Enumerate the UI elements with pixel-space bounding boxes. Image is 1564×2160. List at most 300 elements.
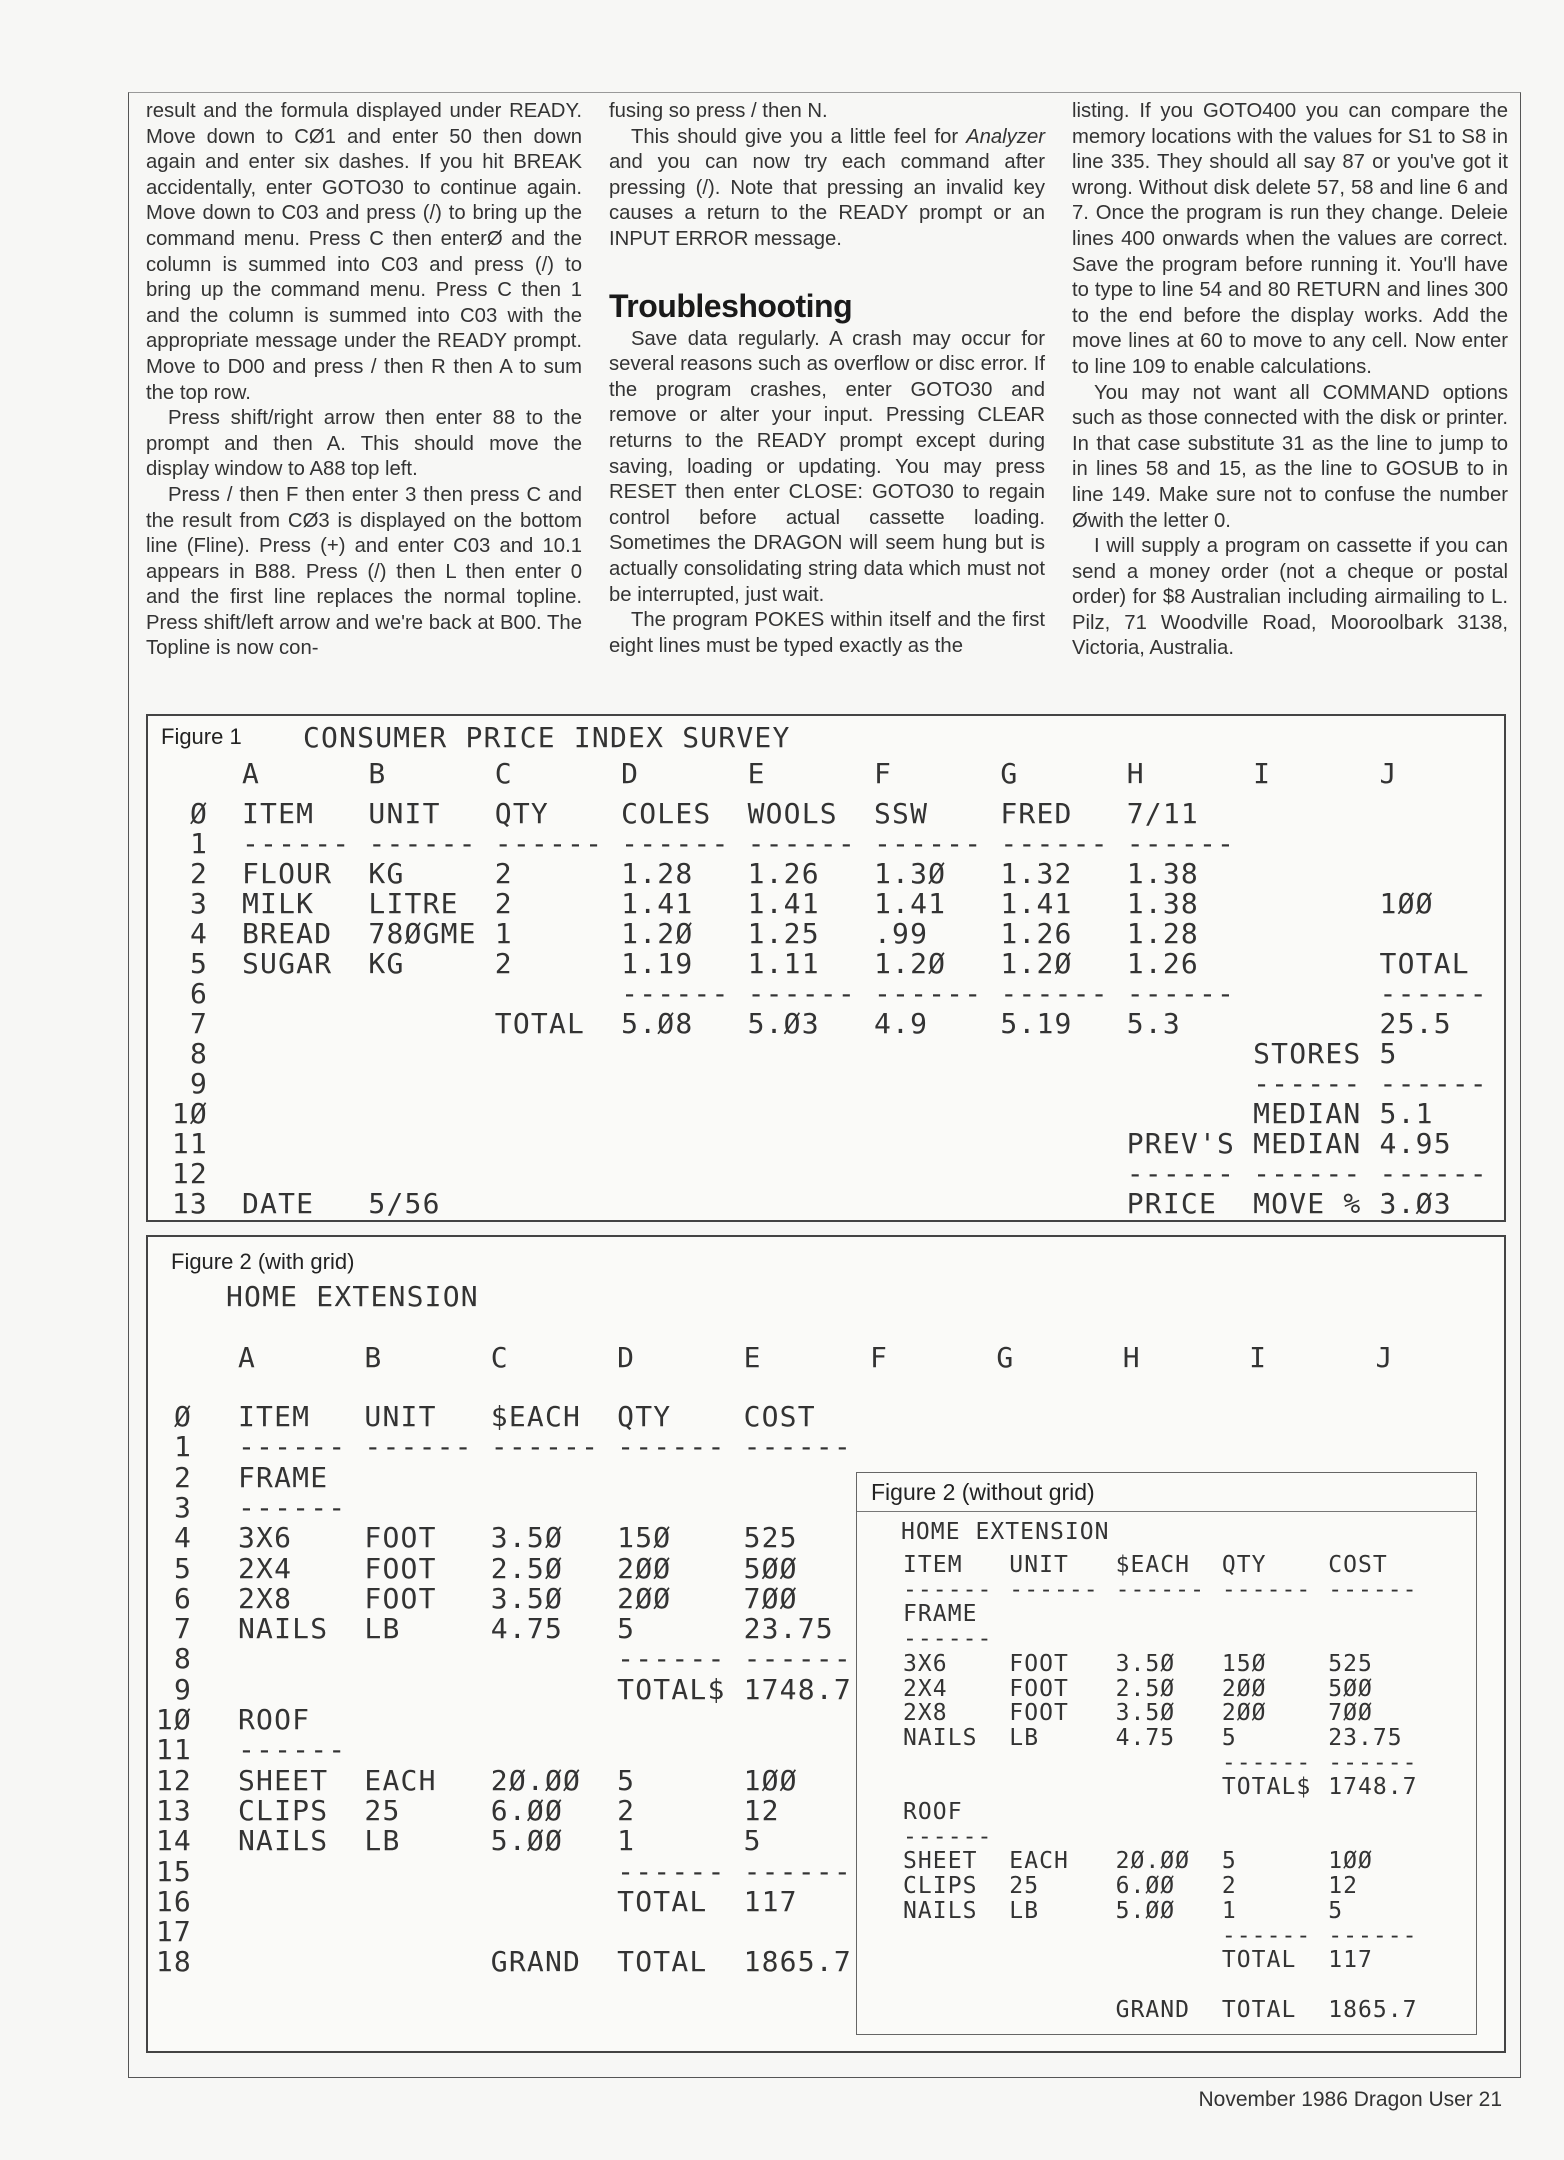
sheet-cell [1000, 1039, 1126, 1069]
row-number: 13 [171, 1187, 208, 1220]
sheet-row [152, 1735, 870, 1765]
inset-line [903, 1677, 1434, 1702]
sheet-row [152, 1432, 870, 1462]
inset-cell [1009, 1602, 1115, 1627]
sheet-cell [748, 1159, 874, 1189]
inset-cell [1009, 1800, 1115, 1825]
sheet-cell [364, 1493, 490, 1523]
inset-cell: 25 [1009, 1873, 1040, 1900]
sheet-cell: ------ [490, 1430, 600, 1464]
sheet-cell: TOTAL [617, 1945, 708, 1979]
inset-cell: LB [1009, 1724, 1040, 1751]
row-number: 1 [173, 1430, 192, 1464]
paragraph: Press shift/right arrow then enter 88 to the prompt and then A. This should move the display window to A88 top left. [146, 407, 582, 481]
inset-line [903, 1751, 1434, 1776]
sheet-cell: ------ [242, 827, 351, 860]
sheet-cell: 1.41 [1000, 887, 1073, 920]
inset-line [903, 1998, 1434, 2023]
inset-cell: FRAME [903, 1601, 978, 1628]
sheet-cell: ------ [238, 1430, 347, 1464]
sheet-cell [368, 1099, 494, 1129]
page-footer: November 1986 Dragon User 21 [1198, 2088, 1502, 2111]
inset-line [903, 1825, 1434, 1850]
inset-cell: 23.75 [1328, 1724, 1403, 1751]
inset-cell [1116, 1800, 1222, 1825]
row-number: 13 [155, 1793, 192, 1827]
inset-cell [1328, 1627, 1434, 1652]
row-number: Ø [173, 1400, 192, 1433]
inset-line [903, 1973, 1434, 1998]
sheet-cell: ------ [617, 1854, 726, 1888]
sheet-cell: ------ [621, 977, 730, 1010]
sheet-cell: ------ [1126, 977, 1236, 1010]
row-number: 3 [173, 1490, 192, 1524]
inset-line [903, 1800, 1434, 1825]
sheet-cell [621, 1069, 747, 1099]
figure-label: Figure 2 (without grid) [871, 1479, 1095, 1505]
row-number: 12 [155, 1763, 192, 1797]
sheet-cell: ------ [743, 1854, 852, 1888]
inset-cell: ------ [1009, 1576, 1099, 1603]
sheet-cell: 5.1 [1379, 1097, 1434, 1130]
sheet-cell: 5.3 [1126, 1007, 1181, 1040]
sheet-cell: 1.28 [621, 857, 694, 890]
sheet-cell: ------ [1000, 827, 1109, 860]
inset-cell [903, 1775, 1009, 1800]
sheet-row [152, 1854, 870, 1888]
sheet-row [152, 1551, 870, 1585]
sheet-cell [491, 1917, 617, 1947]
sheet-cell [621, 1129, 747, 1159]
sheet-cell [1000, 1099, 1126, 1129]
sheet-cell [621, 1039, 747, 1069]
row-number: 4 [173, 1521, 192, 1555]
paragraph [609, 125, 1045, 253]
sheet-cell: LB [364, 1612, 401, 1646]
inset-cell: ------ [1328, 1922, 1418, 1949]
sheet-cell [617, 1705, 743, 1735]
sheet-cell [874, 1159, 1000, 1189]
sheet-cell: 4.95 [1379, 1127, 1452, 1160]
inset-cell [1009, 1627, 1115, 1652]
row-number: 5 [173, 1551, 192, 1585]
sheet-cell: 5 [743, 1824, 762, 1858]
sheet-cell [495, 979, 621, 1009]
sheet-cell: ------ [743, 1430, 852, 1464]
sheet-cell [364, 1735, 490, 1765]
sheet-cell: 1.3Ø [873, 857, 947, 890]
sheet-cell: 2 [617, 1793, 636, 1827]
sheet-cell: 25 [364, 1793, 401, 1827]
inset-cell: 3.5Ø [1115, 1700, 1176, 1727]
sheet-cell: LITRE [368, 887, 459, 920]
column-header-row [238, 1343, 1502, 1373]
inset-cell: 2ØØ [1221, 1700, 1267, 1727]
sheet-cell [1000, 1159, 1126, 1189]
inset-line [903, 1578, 1434, 1603]
inset-cell: ------ [903, 1576, 993, 1603]
column-letter: H [1126, 757, 1145, 790]
inset-line [903, 1948, 1434, 1973]
sheet-cell: MEDIAN [1253, 1127, 1362, 1160]
sheet-row [168, 1069, 1506, 1099]
article-column-1 [146, 99, 582, 662]
row-number: 1Ø [155, 1703, 192, 1736]
sheet-row [168, 799, 1506, 829]
sheet-cell [242, 979, 368, 1009]
row-number: 11 [171, 1127, 208, 1160]
sheet-cell: WOOLS [747, 797, 838, 830]
sheet-cell [744, 1735, 870, 1765]
inset-cell: 2Ø.ØØ [1115, 1848, 1191, 1875]
inset-cell: 7ØØ [1328, 1700, 1373, 1727]
sheet-cell: ROOF [238, 1703, 311, 1736]
sheet-cell: 5 [617, 1763, 636, 1797]
row-number: 8 [173, 1642, 192, 1676]
sheet-cell: 1.38 [1126, 857, 1199, 890]
sheet-cell: ------ [1379, 977, 1488, 1010]
row-number: 16 [155, 1884, 192, 1918]
sheet-cell: 5ØØ [743, 1551, 798, 1585]
column-letter: B [368, 757, 387, 790]
sheet-cell [491, 1857, 617, 1887]
sheet-cell [617, 1735, 743, 1765]
sheet-cell: COST [743, 1400, 816, 1433]
inset-cell: 525 [1328, 1650, 1373, 1677]
sheet-cell: UNIT [368, 797, 441, 830]
inset-cell: 6.ØØ [1115, 1873, 1176, 1900]
inset-cell [1328, 1825, 1434, 1850]
inset-cell [903, 1998, 1009, 2023]
sheet-cell: 1.26 [1126, 947, 1199, 980]
sheet-cell: 5.Ø3 [747, 1007, 820, 1040]
paragraph: I will supply a program on cassette if you can send a money order (not a cheque or postal order) for $8 Australian including airmailing to L. Pilz, 71 Woodville Road, Mooroolbark 3138, Victoria, Australia. [1072, 535, 1508, 660]
article-column-3 [1072, 99, 1508, 662]
sheet-cell: 1.25 [747, 917, 820, 950]
sheet-cell: 15Ø [617, 1521, 672, 1555]
sheet-cell: LB [364, 1824, 401, 1858]
inset-line [903, 1899, 1434, 1924]
sheet-cell [242, 1009, 368, 1039]
row-number: 18 [155, 1945, 192, 1979]
text: This should give you a little feel for [631, 125, 967, 148]
column-letter: C [494, 757, 513, 790]
row-number: 2 [173, 1460, 192, 1494]
sheet-row [168, 1129, 1506, 1159]
sheet-cell: QTY [494, 797, 549, 830]
inset-cell: ------ [1328, 1749, 1418, 1776]
inset-cell [1116, 1602, 1222, 1627]
sheet-cell [364, 1705, 490, 1735]
sheet-cell: 5.19 [1000, 1007, 1073, 1040]
inset-cell: ROOF [903, 1799, 963, 1825]
sheet-cell [238, 1857, 364, 1887]
sheet-cell [238, 1675, 364, 1705]
sheet-cell: DATE [242, 1187, 315, 1220]
row-number: 9 [173, 1672, 192, 1706]
sheet-cell [1380, 829, 1506, 859]
sheet-cell: 1ØØ [1379, 887, 1434, 920]
sheet-cell: PRICE [1126, 1187, 1218, 1220]
sheet-cell: 1.2Ø [621, 917, 694, 950]
figure-label: Figure 2 (with grid) [171, 1249, 355, 1274]
sheet-cell: 3.Ø3 [1379, 1187, 1452, 1220]
sheet-cell [1253, 919, 1379, 949]
column-letter: H [1122, 1341, 1141, 1374]
column-letter: E [743, 1341, 762, 1374]
sheet-cell: ------ [743, 1642, 852, 1676]
inset-cell [1009, 1998, 1115, 2023]
sheet-cell: ------ [238, 1733, 347, 1767]
inset-cell [1116, 1948, 1222, 1973]
column-letter: F [873, 757, 893, 790]
inset-line [903, 1627, 1434, 1652]
sheet-cell: KG [368, 857, 405, 890]
sheet-cell [1253, 1009, 1379, 1039]
sheet-cell [491, 1644, 617, 1674]
sheet-row [152, 1490, 870, 1524]
sheet-cell: 1.38 [1126, 887, 1199, 920]
sheet-cell [744, 1463, 870, 1493]
sheet-cell [368, 979, 494, 1009]
inset-cell: 5 [1221, 1848, 1237, 1875]
sheet-row [168, 889, 1506, 919]
inset-cell: $EACH [1115, 1552, 1191, 1578]
inset-cell [1222, 1627, 1328, 1652]
row-number: 6 [189, 977, 208, 1010]
sheet-row [152, 1581, 870, 1615]
sheet-cell: 6.ØØ [490, 1793, 564, 1827]
sheet-cell [238, 1917, 364, 1947]
sheet-cell: 1.41 [621, 887, 694, 920]
row-number: 17 [155, 1915, 192, 1949]
inset-cell: TOTAL [1221, 1947, 1297, 1974]
inset-cell: 1748.7 [1328, 1774, 1418, 1801]
inset-cell: 5 [1328, 1897, 1344, 1924]
inset-cell [1009, 1924, 1115, 1949]
sheet-cell: 3X6 [238, 1521, 293, 1555]
sheet-cell [1380, 919, 1506, 949]
row-number: 12 [171, 1157, 208, 1190]
sheet-cell [1253, 799, 1379, 829]
inset-cell: ------ [903, 1823, 993, 1850]
sheet-cell [242, 1039, 368, 1069]
sheet-cell: 1.41 [747, 887, 820, 920]
inset-cell: 15Ø [1221, 1650, 1267, 1677]
sheet-cell: 2ØØ [617, 1581, 672, 1615]
sheet-cell: FRED [1000, 797, 1073, 830]
inset-cell [1328, 1602, 1434, 1627]
inset-cell: 2.5Ø [1115, 1675, 1176, 1702]
column-letter: J [1375, 1341, 1394, 1374]
sheet-cell: 1.41 [873, 887, 947, 920]
sheet-cell [238, 1887, 364, 1917]
inset-cell: UNIT [1009, 1552, 1069, 1578]
text: and you can now try each command after pressing (/). Note that pressing an invalid key causes a return to the READY prompt or an INPUT ERROR message. [609, 151, 1045, 250]
sheet-cell: ITEM [242, 797, 315, 830]
sheet-cell [1127, 1039, 1253, 1069]
sheet-cell: 1.11 [747, 947, 820, 980]
sheet-cell [1127, 1099, 1253, 1129]
sheet-cell: 1.2Ø [873, 947, 947, 980]
sheet-cell: 3.5Ø [490, 1521, 564, 1555]
inset-cell: ------ [903, 1626, 993, 1653]
sheet-row [168, 859, 1506, 889]
sheet-cell [495, 1039, 621, 1069]
sheet-cell: 12 [743, 1793, 780, 1827]
sheet-cell [495, 1129, 621, 1159]
inset-cell [1116, 1825, 1222, 1850]
sheet-cell [495, 1189, 621, 1219]
sheet-cell [1253, 949, 1379, 979]
sheet-cell: ------ [1379, 1157, 1488, 1190]
sheet-cell: SUGAR [242, 947, 333, 980]
sheet-row [168, 1189, 1506, 1219]
sheet-cell [744, 1917, 870, 1947]
sheet-cell: QTY [617, 1400, 672, 1433]
paragraph: Save data regularly. A crash may occur for several reasons such as overflow or disc error. If the program crashes, enter GOTO30 and remove or alter your input. Pressing CLEAR returns to the READY prompt except during saving, loading or updating. You may press RESET then enter CLOSE: GOTO30 to regain control before actual cassette loading. Sometimes the DRAGON will seem hung but is actually consolidating string data which must not be interrupted, just wait. [609, 327, 1045, 606]
sheet-cell: PREV'S [1126, 1127, 1236, 1160]
column-letter: I [1253, 757, 1272, 790]
column-letter: B [364, 1341, 383, 1374]
sheet-cell: TOTAL [494, 1007, 586, 1040]
sheet-cell [748, 1039, 874, 1069]
sheet-cell: 525 [743, 1521, 798, 1555]
inset-cell: NAILS [903, 1724, 978, 1751]
sheet-cell [364, 1644, 490, 1674]
sheet-cell: 5 [1379, 1037, 1398, 1070]
sheet-cell [617, 1493, 743, 1523]
sheet-cell: ------ [494, 827, 604, 860]
sheet-row [168, 829, 1506, 859]
sheet-cell: 1748.7 [743, 1672, 852, 1706]
sheet-cell [491, 1675, 617, 1705]
sheet-cell [748, 1069, 874, 1099]
inset-cell [1009, 1825, 1115, 1850]
sheet-row [152, 1826, 870, 1856]
sheet-cell: 2 [494, 887, 513, 920]
sheet-row [152, 1523, 870, 1553]
inset-cell [903, 1948, 1009, 1973]
sheet-cell: .99 [873, 917, 929, 950]
sheet-cell: ------ [747, 827, 856, 860]
sheet-cell: 5.ØØ [490, 1824, 564, 1858]
sheet-cell: 1.32 [1000, 857, 1073, 890]
sheet-cell: ------ [1126, 1157, 1236, 1190]
sheet-cell: 25.5 [1379, 1007, 1452, 1040]
sheet-cell: SHEET [238, 1763, 329, 1797]
column-letter: A [242, 757, 261, 790]
inset-cell: QTY [1221, 1552, 1267, 1578]
sheet-cell: CLIPS [238, 1793, 329, 1827]
sheet-row [152, 1884, 870, 1918]
figure-label: Figure 1 [161, 724, 242, 749]
sheet-cell: $EACH [490, 1400, 582, 1433]
figure-1 [146, 714, 1506, 1222]
sheet-cell: SSW [873, 797, 929, 830]
sheet-cell: 5/56 [368, 1187, 441, 1220]
sheet-cell: 5.Ø8 [621, 1007, 694, 1040]
sheet-cell [491, 1463, 617, 1493]
column-letter: G [996, 1341, 1015, 1374]
sheet-cell: UNIT [364, 1400, 437, 1433]
sheet-cell: 23.75 [743, 1612, 834, 1646]
inset-cell: 5.ØØ [1115, 1897, 1176, 1924]
column-letter: C [490, 1341, 509, 1374]
sheet-cell: FOOT [364, 1521, 437, 1555]
sheet-cell: 2Ø.ØØ [490, 1763, 582, 1797]
sheet-cell: MEDIAN [1253, 1097, 1362, 1130]
row-number: 15 [155, 1854, 192, 1888]
inset-cell [1009, 1751, 1115, 1776]
sheet-cell: ------ [617, 1642, 726, 1676]
sheet-cell: 1.26 [1000, 917, 1073, 950]
inset-line [903, 1775, 1434, 1800]
inset-line [903, 1602, 1434, 1627]
inset-cell: ------ [1221, 1749, 1312, 1776]
column-letter: J [1379, 757, 1398, 790]
sheet-cell [748, 1189, 874, 1219]
inset-cell: FOOT [1009, 1700, 1069, 1727]
sheet-cell [368, 1009, 494, 1039]
sheet-cell [364, 1675, 490, 1705]
sheet-cell [617, 1917, 743, 1947]
sheet-cell: ------ [364, 1430, 473, 1464]
sheet-row [152, 1793, 870, 1827]
row-number: 7 [173, 1612, 192, 1646]
sheet-cell: COLES [621, 797, 712, 830]
inset-cell [1009, 1775, 1115, 1800]
program-name: Analyzer [966, 125, 1045, 148]
sheet-cell [1380, 799, 1506, 829]
sheet-cell: BREAD [242, 917, 333, 950]
sheet-cell: KG [368, 947, 405, 980]
sheet-cell: ------ [238, 1490, 347, 1524]
sheet-cell: TOTAL$ [617, 1672, 726, 1706]
sheet-cell: ------ [873, 977, 983, 1010]
sheet-cell: 2 [494, 857, 513, 890]
row-number: 1 [189, 827, 208, 860]
sheet-row [152, 1644, 870, 1674]
paragraph: You may not want all COMMAND options such as those connected with the disk or printer. In that case substitute 31 as the line to jump to in lines 58 and 15, as the line to GOSUB to in line 149. Make sure not to confuse the number Øwith the letter 0. [1072, 381, 1508, 532]
inset-line [903, 1701, 1434, 1726]
inset-cell: 1ØØ [1328, 1848, 1373, 1875]
inset-cell: EACH [1009, 1848, 1069, 1875]
sheet-cell: 1.26 [747, 857, 820, 890]
inset-line [903, 1726, 1434, 1751]
sheet-cell [1253, 979, 1379, 1009]
inset-cell: FOOT [1009, 1675, 1069, 1702]
sheet-cell [368, 1069, 494, 1099]
sheet-cell: NAILS [238, 1612, 329, 1646]
sheet-cell [1253, 859, 1379, 889]
row-number: 9 [189, 1067, 208, 1100]
inset-cell [1328, 1800, 1434, 1825]
paragraph: fusing so press / then N. [609, 100, 828, 122]
sheet-cell [621, 1159, 747, 1189]
row-number: 1Ø [171, 1097, 208, 1130]
inset-cell: 2X8 [903, 1700, 948, 1727]
column-letter: I [1249, 1341, 1268, 1374]
sheet-cell: EACH [364, 1763, 437, 1797]
sheet-cell: 1.2Ø [1000, 947, 1073, 980]
sheet-cell [242, 1159, 368, 1189]
column-letter: D [621, 757, 640, 790]
column-header-row [242, 759, 1506, 789]
sheet-cell [744, 1705, 870, 1735]
sheet-cell: TOTAL [1379, 947, 1470, 980]
sheet-cell: FOOT [364, 1551, 437, 1585]
